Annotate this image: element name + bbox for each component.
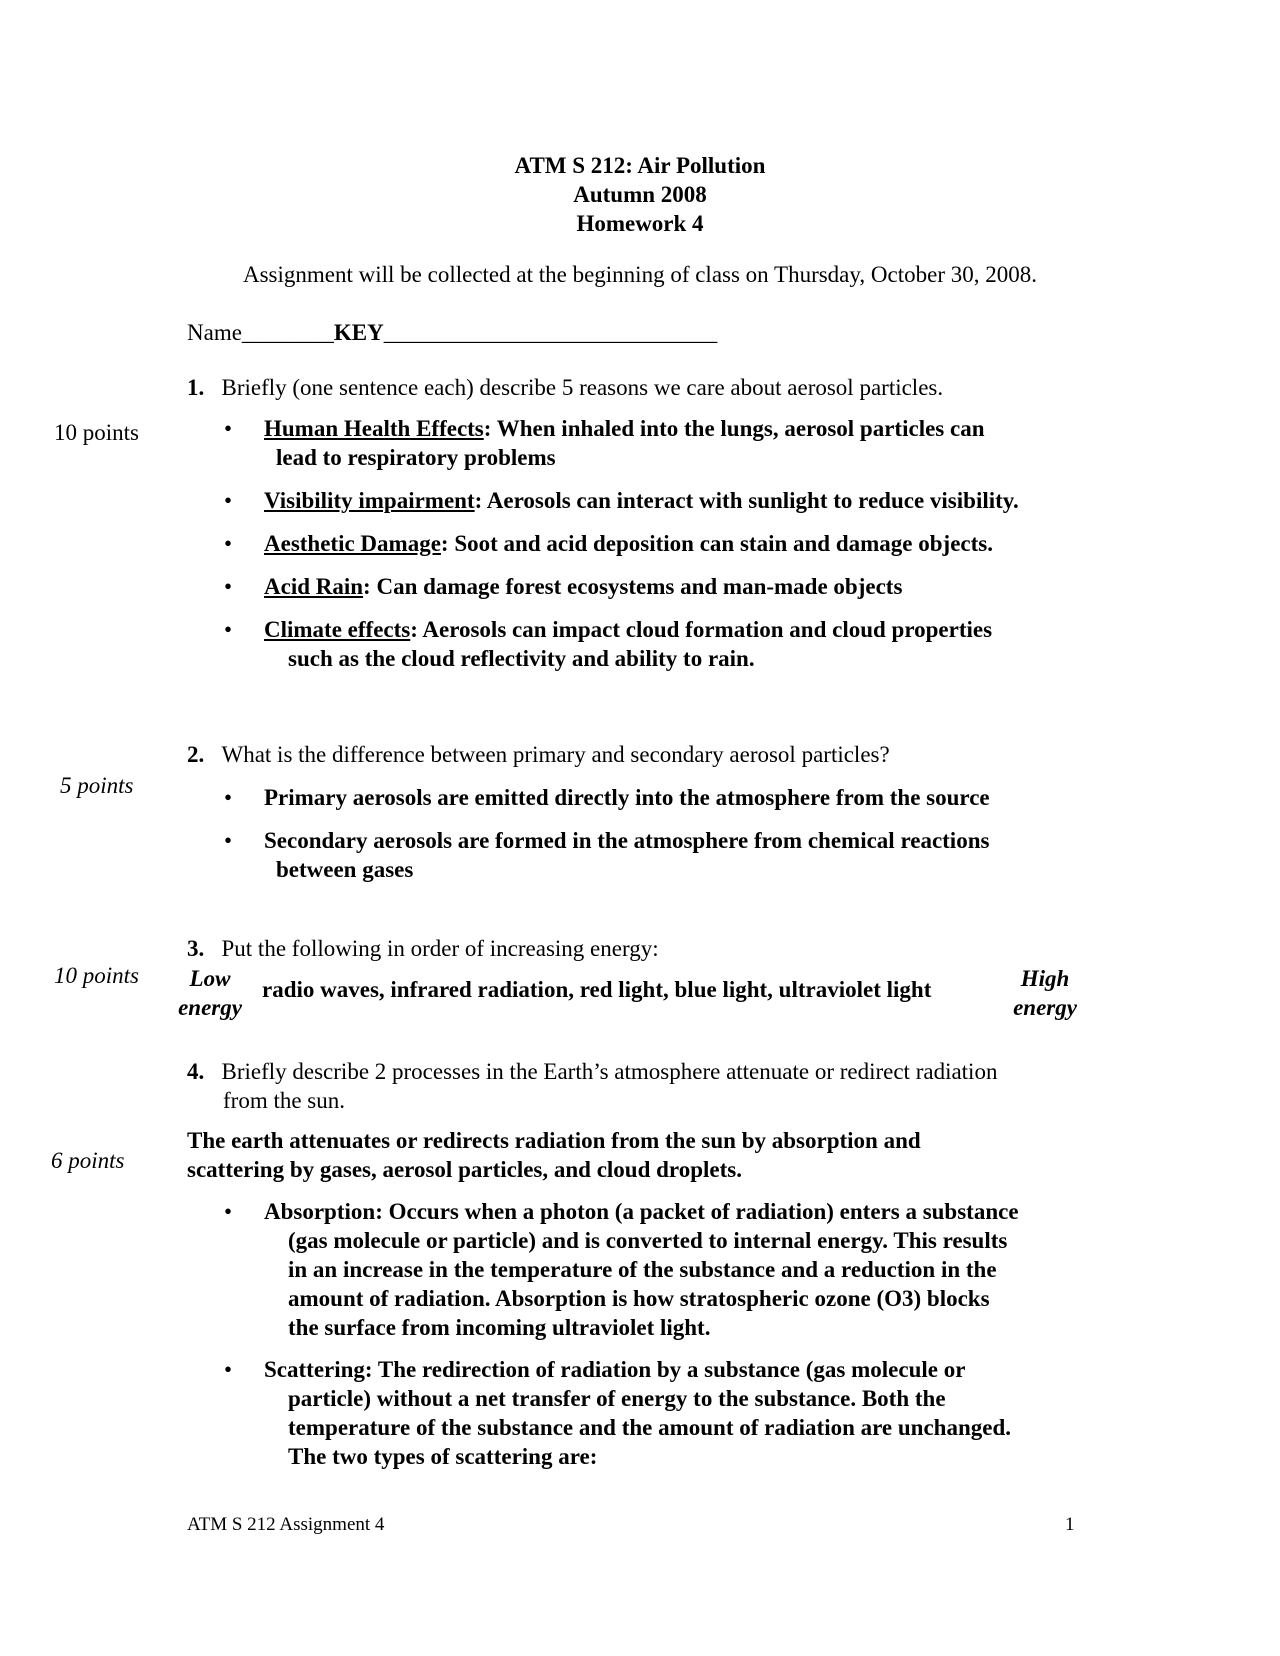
term: Autumn 2008 [573, 182, 707, 207]
q2-bullet-1 [264, 783, 1104, 812]
bullet-continuation: such as the cloud reflectivity and ability to rain. [288, 646, 755, 671]
bullet-term: Visibility impairment [264, 488, 475, 513]
bullet-text: : Aerosols can interact with sunlight to reduce visibility. [474, 488, 1019, 513]
course-title: ATM S 212: Air Pollution [514, 153, 766, 178]
q2-question [187, 740, 890, 769]
q1-bullet-5 [264, 615, 1104, 673]
high-energy-label [1005, 964, 1085, 1022]
q2-points: 5 points [60, 773, 134, 798]
bullet-icon: • [224, 531, 233, 556]
q2-text: What is the difference between primary and secondary aerosol particles? [221, 742, 890, 767]
q1-text: Briefly (one sentence each) describe 5 reasons we care about aerosol particles. [221, 375, 944, 400]
q4-answer-line-2: scattering by gases, aerosol particles, and cloud droplets. [187, 1157, 742, 1182]
bullet-term: Aesthetic Damage [264, 531, 441, 556]
bullet-line: The two types of scattering are: [288, 1444, 598, 1469]
q2-bullet-2 [264, 826, 1104, 884]
bullet-text: : Soot and acid deposition can stain and damage objects. [440, 531, 993, 556]
q4-answer-line-1: The earth attenuates or redirects radiation from the sun by absorption and [187, 1128, 921, 1153]
q3-answer: radio waves, infrared radiation, red light, blue light, ultraviolet light [262, 977, 932, 1002]
high-label: High [1020, 966, 1070, 991]
due-text: Assignment will be collected at the beginning of class on Thursday, October 30, 2008. [243, 262, 1037, 287]
energy-label: energy [1013, 995, 1077, 1020]
bullet-icon: • [224, 1199, 233, 1224]
energy-label: energy [178, 995, 242, 1020]
low-energy-label [175, 964, 245, 1022]
q1-bullet-4 [264, 572, 1104, 601]
title-block [0, 151, 1280, 238]
q3-question [187, 934, 659, 963]
bullet-text: : When inhaled into the lungs, aerosol particles can [483, 416, 985, 441]
q3-points: 10 points [54, 963, 139, 988]
bullet-continuation: lead to respiratory problems [276, 445, 556, 470]
q1-bullet-3 [264, 529, 1104, 558]
q4-text-1: Briefly describe 2 processes in the Earth’s atmosphere attenuate or redirect radiation [221, 1059, 998, 1084]
bullet-text: : Can damage forest ecosystems and man-made objects [363, 574, 903, 599]
name-blank-1: ________ [241, 320, 334, 345]
footer-title: ATM S 212 Assignment 4 [187, 1514, 385, 1535]
q4-points: 6 points [51, 1148, 125, 1173]
name-blank-2: _____________________________ [383, 320, 718, 345]
bullet-line: amount of radiation. Absorption is how stratospheric ozone (O3) blocks [288, 1286, 990, 1311]
bullet-line: in an increase in the temperature of the substance and a reduction in the [288, 1257, 997, 1282]
q2-number: 2. [187, 742, 205, 767]
name-label: Name [187, 320, 242, 345]
bullet-icon: • [224, 785, 233, 810]
q4-bullet-absorption [264, 1197, 1104, 1342]
bullet-icon: • [224, 488, 233, 513]
bullet-text: Primary aerosols are emitted directly into the atmosphere from the source [264, 785, 990, 810]
page-number: 1 [1065, 1514, 1075, 1535]
bullet-line: particle) without a net transfer of energy to the substance. Both the [288, 1386, 946, 1411]
bullet-continuation: between gases [276, 857, 414, 882]
bullet-line: the surface from incoming ultraviolet light. [288, 1315, 711, 1340]
q1-points: 10 points [54, 420, 139, 445]
bullet-term: Human Health Effects [264, 416, 484, 441]
q4-number: 4. [187, 1059, 205, 1084]
bullet-text: Secondary aerosols are formed in the atmosphere from chemical reactions [264, 828, 990, 853]
bullet-line: Absorption: Occurs when a photon (a packet of radiation) enters a substance [264, 1199, 1019, 1224]
q1-question [187, 373, 943, 402]
bullet-icon: • [224, 574, 233, 599]
bullet-line: (gas molecule or particle) and is converted to internal energy. This results [288, 1228, 1008, 1253]
low-label: Low [189, 966, 231, 991]
bullet-line: temperature of the substance and the amount of radiation are unchanged. [288, 1415, 1012, 1440]
bullet-icon: • [224, 828, 233, 853]
bullet-term: Climate effects [264, 617, 411, 642]
bullet-icon: • [224, 1357, 233, 1382]
name-value: KEY [333, 320, 384, 345]
bullet-icon: • [224, 617, 233, 642]
q3-number: 3. [187, 936, 205, 961]
q3-text: Put the following in order of increasing energy: [221, 936, 659, 961]
q1-bullet-1 [264, 414, 1104, 472]
bullet-line: Scattering: The redirection of radiation by a substance (gas molecule or [264, 1357, 966, 1382]
bullet-term: Acid Rain [264, 574, 364, 599]
bullet-icon: • [224, 416, 233, 441]
q1-number: 1. [187, 375, 205, 400]
q1-bullet-2 [264, 486, 1104, 515]
q4-text-2: from the sun. [223, 1088, 346, 1113]
name-line [187, 318, 717, 347]
bullet-text: : Aerosols can impact cloud formation and cloud properties [410, 617, 993, 642]
q4-answer [187, 1126, 921, 1184]
q4-bullet-scattering [264, 1355, 1104, 1471]
q4-question [187, 1057, 997, 1115]
homework-title: Homework 4 [576, 211, 704, 236]
